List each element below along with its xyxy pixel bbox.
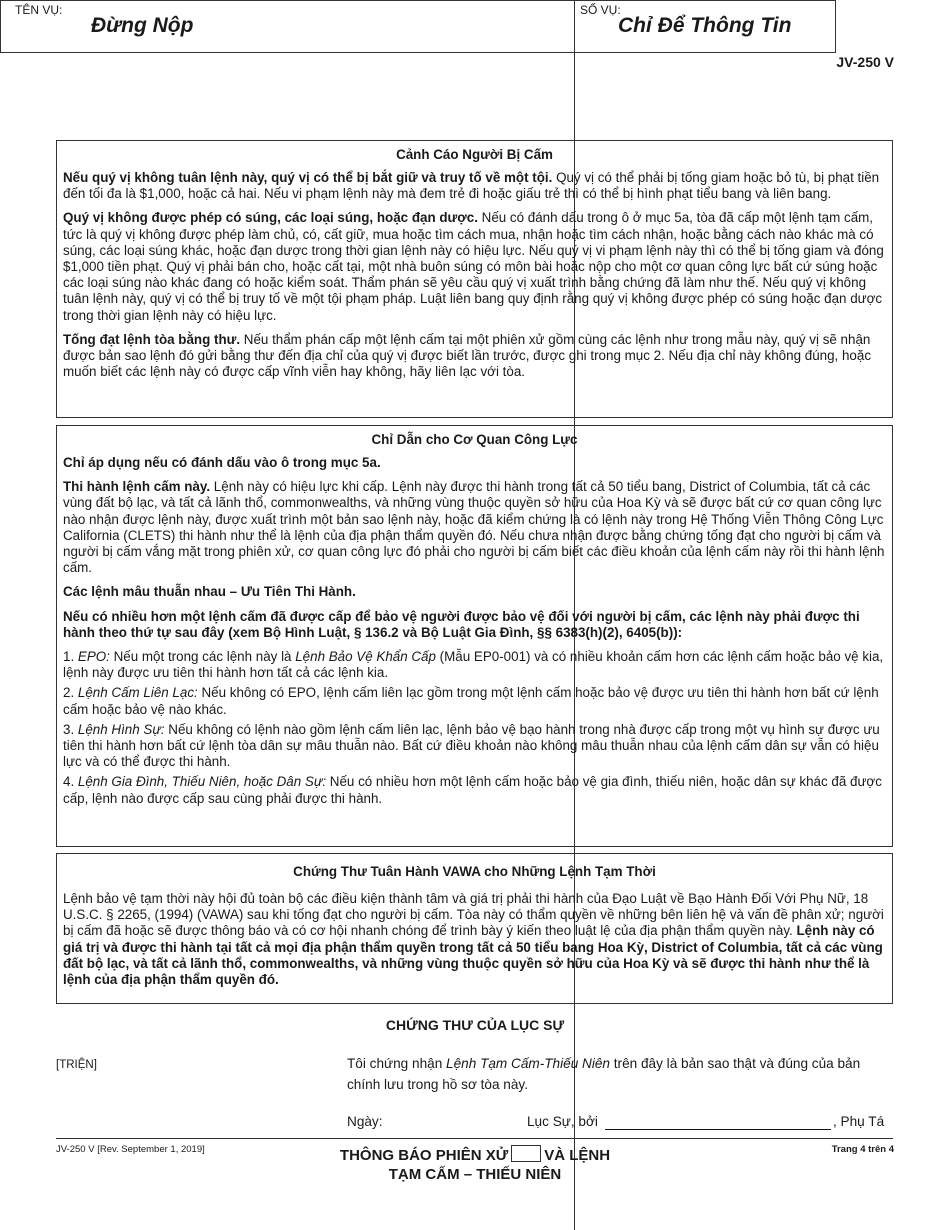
clerk-by-label: Lục Sự, bởi	[527, 1114, 598, 1129]
priority-item: 4. Lệnh Gia Đình, Thiếu Niên, hoặc Dân Sự: Nếu có nhiều hơn một lệnh cấm hoặc bảo vệ gia đình, thiếu niên, hoặc dân sự khác đã được cấp, lệnh nào được cấp sau cùng phải được thi hành.	[63, 774, 882, 806]
case-number-value: Chỉ Để Thông Tin	[618, 14, 792, 37]
clerk-certification-text: Tôi chứng nhận Lệnh Tạm Cấm-Thiếu Niên trên đây là bản sao thật và đúng của bản chính lưu trong hồ sơ tòa này.	[347, 1056, 861, 1092]
law-enforce-paragraph: Thi hành lệnh cấm này. Lệnh này có hiệu lực khi cấp. Lệnh này được thi hành trong tất cả 50 tiểu bang, District of Columbia, tất cả các vùng đất bộ lạc, và tất cả lãnh thổ, commonwealths, và những vùng thuộc quyền sở hữu của Hoa Kỳ và sẽ được bất cứ cơ quan công lực nào nhận được lệnh này, được xuất trình một bản sao lệnh này, hoặc đã kiểm chứng là có lệnh này trong Hệ Thống Viễn Thông Công Lực California (CLETS) thi hành như thể là lệnh của địa phận thẩm quyền đó. Nếu chưa nhận được bằng chứng tống đạt cho người bị cấm và người bị cấm vắng mặt trong phiên xử, cơ quan công lực đó phải cho người bị cấm biết các điều khoản của lệnh cấm này rồi thi hành lệnh cấm.	[63, 479, 885, 576]
law-enforcement-section	[56, 425, 893, 847]
warning-paragraph-3: Tống đạt lệnh tòa bằng thư. Nếu thẩm phán cấp một lệnh cấm tại một phiên xử gồm cùng các lệnh như trong mẫu này, quý vị sẽ nhận được bản sao lệnh đó gửi bằng thư đến địa chỉ của quý vị được biết lần trước, được ghi trong mục 2. Nếu địa chỉ này không đúng, hoặc muốn biết các lệnh này có được cấp vĩnh viễn hay không, hãy liên lạc với tòa.	[63, 331, 872, 380]
date-label: Ngày:	[347, 1114, 383, 1129]
vawa-paragraph: Lệnh bảo vệ tạm thời này hội đủ toàn bộ các điều kiện thành tâm và giá trị phải thi hành của Đạo Luật về Bạo Hành Đối Với Phụ Nữ, 18 U.S.C. § 2265, (1994) (VAWA) sau khi tống đạt cho người bị cấm. Tòa này có thẩm quyền về những bên liên hệ và vấn đề phân xử; người bị cấm đã hoặc sẽ được thông báo và có cơ hội nhanh chóng để trình bày ý kiến theo luật lệ của địa phận thẩm quyền này. Lệnh này có giá trị và được thi hành tại tất cả mọi địa phận thẩm quyền trong tất cả 50 tiểu bang Hoa Kỳ, District of Columbia, tất cả các vùng đất bộ lạc, và tất cả lãnh thổ, commonwealths, và những vùng thuộc quyền sở hữu của Hoa Kỳ và sẽ được thi hành như thể là lệnh của địa phận thẩm quyền đó.	[63, 891, 884, 988]
warning-paragraph-2: Quý vị không được phép có súng, các loại súng, hoặc đạn dược. Nếu có đánh dấu trong ô ở mục 5a, tòa đã cấp một lệnh tạm cấm, tức là quý vị không được phép làm chủ, có, cất giữ, mua hoặc tìm cách mua, nhận hoặc tìm cách nhận, hoặc bằng cách nào khác mà có súng, các loại súng khác, hoặc đạn dược trong thời gian lệnh này có hiệu lực. Nếu quý vị vi phạm lệnh này thì có thể bị tống giam và đóng $1,000 tiền phạt. Quý vị phải bán cho, hoặc cất tại, một nhà buôn súng có môn bài hoặc nộp cho một cơ quan công lực bất cứ súng hoặc các loại súng nào khác đang có hoặc kiểm soát. Thẩm phán sẽ yêu cầu quý vị xuất trình bằng chứng đã làm như thế. Nếu quý vị không tuân lệnh này, quý vị có thể bị truy tố về một tội phạm pháp. Luật liên bang quy định rằng quý vị không được phép có súng hoặc đạn dược trong thời gian lệnh này có hiệu lực.	[63, 210, 884, 323]
case-info-box	[0, 0, 836, 53]
priority-item: 1. EPO: Nếu một trong các lệnh này là Lệnh Bảo Vệ Khẩn Cấp (Mẫu EP0-001) và có nhiều khoản cấm hơn các lệnh cấm hoặc bảo vệ kia, lệnh này được ưu tiên thi hành hơn tất cả các lệnh kia.	[63, 649, 884, 681]
form-code: JV-250 V	[836, 54, 894, 70]
case-name-label: TÊN VỤ:	[15, 3, 63, 17]
case-number-label: SỐ VỤ:	[580, 3, 621, 17]
law-applies-note: Chỉ áp dụng nếu có đánh dấu vào ô trong mục 5a.	[63, 455, 381, 470]
warning-paragraph-1: Nếu quý vị không tuân lệnh này, quý vị có thể bị bắt giữ và truy tố về một tội. Quý vị có thể phải bị tống giam hoặc bỏ tù, bị phạt tiền đến tối đa là $1,000, hoặc cả hai. Nếu vi phạm lệnh này mà đem trẻ đi hoặc giấu trẻ thì có thể bị hình phạt tiểu bang và liên bang.	[63, 170, 880, 202]
law-conflict-heading: Các lệnh mâu thuẫn nhau – Ưu Tiên Thi Hành.	[63, 584, 356, 600]
seal-label: [TRIỆN]	[56, 1059, 97, 1071]
title-checkbox[interactable]	[511, 1145, 541, 1162]
priority-item: 2. Lệnh Cấm Liên Lạc: Nếu không có EPO, lệnh cấm liên lạc gồm trong một lệnh cấm hoặc bảo vệ được ưu tiên thi hành hơn bất cứ lệnh cấm hoặc bảo vệ nào khác.	[63, 685, 879, 717]
priority-item: 3. Lệnh Hình Sự: Nếu không có lệnh nào gồm lệnh cấm liên lạc, lệnh bảo vệ bạo hành trong nhà được cấp trong một vụ hình sự được ưu tiên thi hành hơn bất cứ lệnh tòa dân sự mâu thuẫn nào. Bất cứ điều khoản nào không mâu thuẫn nhau của lệnh cấm dân sự vẫn có hiệu lực và có thể được thi hành.	[63, 721, 880, 770]
signature-line[interactable]	[605, 1129, 831, 1130]
footer-form-revision: JV-250 V [Rev. September 1, 2019]	[56, 1144, 205, 1155]
footer-title: THÔNG BÁO PHIÊN XỬ VÀ LỆNH TẠM CẤM – THIẾU NIÊN	[339, 1147, 611, 1183]
case-name-value: Đừng Nộp	[91, 14, 194, 37]
warning-title: Cảnh Cáo Người Bị Cấm	[396, 147, 553, 162]
vawa-title: Chứng Thư Tuân Hành VAWA cho Những Lệnh Tạm Thời	[293, 864, 656, 879]
vawa-section	[56, 853, 893, 1004]
law-enforcement-title: Chỉ Dẫn cho Cơ Quan Công Lực	[371, 432, 578, 447]
law-priority-paragraph: Nếu có nhiều hơn một lệnh cấm đã được cấp để bảo vệ người được bảo vệ đối với người bị cấm, các lệnh này phải được thi hành theo thứ tự sau đây (xem Bộ Hình Luật, § 136.2 và Bộ Luật Gia Đình, §§ 6383(h)(2), 6405(b)):	[63, 608, 860, 640]
footer-page-number: Trang 4 trên 4	[831, 1144, 894, 1155]
clerk-certificate-title: CHỨNG THƯ CỦA LỤC SỰ	[385, 1017, 565, 1033]
footer-rule	[56, 1138, 893, 1139]
warning-section	[56, 140, 893, 418]
deputy-label: , Phụ Tá	[833, 1114, 885, 1129]
